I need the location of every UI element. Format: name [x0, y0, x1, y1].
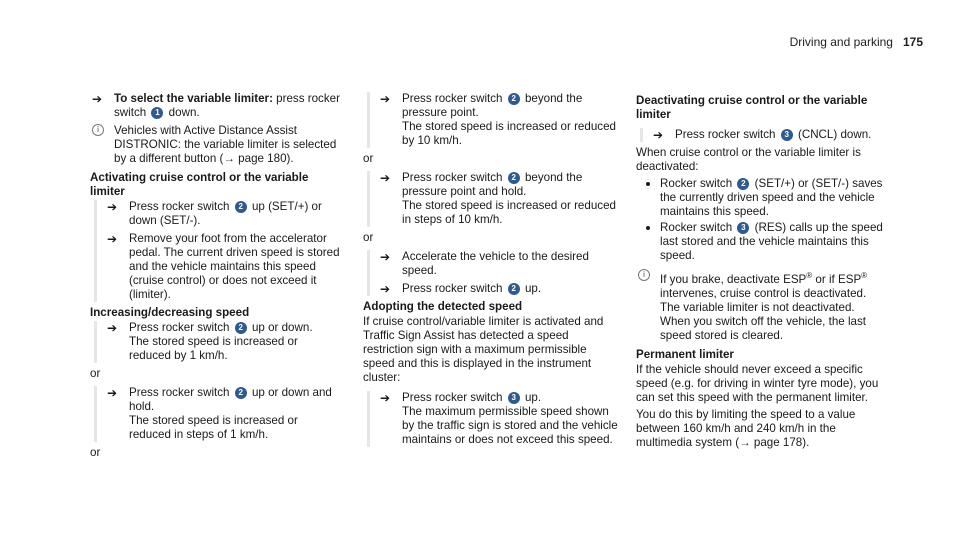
- number-badge: 3: [508, 392, 520, 404]
- column-2: [363, 92, 621, 451]
- info-icon: i: [638, 269, 650, 281]
- action-step: [378, 282, 621, 296]
- arrow-icon: ➔: [107, 386, 118, 400]
- bullet-text: Rocker switch: [660, 177, 733, 190]
- note-text: or if ESP: [812, 272, 862, 286]
- step-group: [94, 200, 340, 302]
- step-result: The stored speed is increased or reduced in steps of 1 km/h.: [129, 414, 298, 441]
- arrow-icon: ➔: [107, 200, 118, 214]
- info-note: [636, 269, 888, 343]
- step-text: press rocker switch: [114, 92, 340, 119]
- registered-mark: ®: [861, 271, 868, 280]
- step-result: The stored speed is increased or reduced by 1 km/h.: [129, 335, 298, 362]
- note-text: intervenes, cruise control is deactivated. The variable limiter is not deactivated. When you switch off the vehicle, the last speed stored is cleared.: [660, 286, 867, 342]
- or-text: or: [363, 231, 374, 244]
- column-1: [90, 92, 340, 465]
- step-group: [94, 386, 340, 442]
- action-step: [378, 250, 621, 278]
- arrow-icon: ➔: [107, 321, 118, 335]
- step-text: Remove your foot from the accelerator pedal. The current driven speed is stored and the vehicle maintains this speed (cruise control) or does not exceed it (limiter).: [129, 232, 340, 301]
- paragraph: If the vehicle should never exceed a specific speed (e.g. for driving in winter tyre mode), you can set this speed with the permanent limiter.: [636, 362, 879, 404]
- step-text: Accelerate the vehicle to the desired speed.: [402, 250, 589, 277]
- section-heading: Increasing/decreasing speed: [90, 306, 250, 319]
- step-result: The stored speed is increased or reduced in steps of 10 km/h.: [402, 199, 616, 226]
- step-text: down.: [165, 106, 200, 119]
- arrow-icon: ➔: [380, 171, 391, 185]
- or-text: or: [90, 367, 101, 380]
- bullet-text: (RES) calls up the speed last stored and the vehicle maintains this speed.: [660, 221, 883, 262]
- number-badge: 2: [508, 283, 520, 295]
- step-group: [367, 391, 621, 447]
- step-text: up.: [521, 391, 542, 404]
- number-badge: 2: [508, 93, 520, 105]
- step-group: [367, 171, 621, 227]
- step-result: The maximum permissible speed shown by the traffic sign is stored and the vehicle maintains or does not exceed this speed.: [402, 405, 618, 446]
- arrow-icon: ➔: [380, 391, 391, 405]
- action-step: [105, 200, 340, 228]
- bullet-icon: [646, 182, 650, 186]
- action-step: [105, 321, 340, 363]
- step-text: Press rocker switch: [402, 282, 503, 295]
- number-badge: 2: [235, 322, 247, 334]
- step-text: (CNCL) down.: [794, 128, 872, 141]
- bullet-item: [636, 221, 888, 263]
- step-text: beyond the pressure point.: [402, 92, 583, 119]
- number-badge: 3: [737, 222, 749, 234]
- action-step: [651, 128, 888, 142]
- arrow-icon: ➔: [380, 282, 391, 296]
- step-text: Press rocker switch: [129, 200, 230, 213]
- step-text: up.: [521, 282, 542, 295]
- arrow-icon: ➔: [653, 128, 664, 142]
- section-heading: Adopting the detected speed: [363, 300, 523, 313]
- note-text: Vehicles with Active Distance Assist DISTRONIC: the variable limiter is selected by a different button (→ page 180).: [114, 124, 337, 165]
- number-badge: 2: [235, 201, 247, 213]
- number-badge: 1: [151, 107, 163, 119]
- action-step: [105, 232, 340, 302]
- or-text: or: [363, 152, 374, 165]
- or-text: or: [90, 446, 101, 459]
- paragraph: When cruise control or the variable limiter is deactivated:: [636, 146, 861, 173]
- number-badge: 2: [235, 387, 247, 399]
- action-step: [378, 171, 621, 227]
- registered-mark: ®: [806, 271, 813, 280]
- action-step: [105, 386, 340, 442]
- step-text: up or down and hold.: [129, 386, 332, 413]
- number-badge: 3: [781, 129, 793, 141]
- step-group: [94, 321, 340, 363]
- section-heading: Activating cruise control or the variable limiter: [90, 171, 309, 198]
- info-note: [90, 124, 340, 166]
- section-heading: Permanent limiter: [636, 347, 734, 361]
- step-text: up (SET/+) or down (SET/-).: [129, 200, 322, 227]
- step-text: Press rocker switch: [129, 321, 230, 334]
- action-step: [378, 92, 621, 148]
- step-group: [640, 128, 888, 142]
- step-result: The stored speed is increased or reduced by 10 km/h.: [402, 120, 616, 147]
- page-number: 175: [902, 35, 923, 49]
- bullet-text: Rocker switch: [660, 221, 733, 234]
- paragraph: If cruise control/variable limiter is activated and Traffic Sign Assist has detected a speed restriction sign with a maximum permissible speed and this is displayed in the instrument cluster:: [363, 315, 604, 384]
- paragraph: You do this by limiting the speed to a value between 160 km/h and 240 km/h in the multimedia system (→ page 178).: [636, 407, 856, 449]
- section-heading: Deactivating cruise control or the variable limiter: [636, 94, 868, 121]
- bullet-icon: [646, 226, 650, 230]
- arrow-icon: ➔: [107, 232, 118, 246]
- info-icon: i: [92, 124, 104, 136]
- section-title: Driving and parking: [789, 35, 893, 49]
- step-text: up or down.: [248, 321, 313, 334]
- number-badge: 2: [508, 172, 520, 184]
- step-text: Press rocker switch: [675, 128, 776, 141]
- action-step: [378, 391, 621, 447]
- arrow-icon: ➔: [380, 250, 391, 264]
- step-group: [367, 92, 621, 148]
- bullet-text: (SET/+) or (SET/-) saves the currently driven speed and the vehicle maintains this speed.: [660, 177, 883, 218]
- step-text: Press rocker switch: [402, 171, 503, 184]
- bullet-item: [636, 177, 888, 219]
- arrow-icon: ➔: [380, 92, 391, 106]
- number-badge: 2: [737, 178, 749, 190]
- action-step: [90, 92, 340, 120]
- step-title: To select the variable limiter:: [114, 92, 273, 105]
- note-text: If you brake, deactivate ESP: [660, 272, 807, 286]
- column-3: [636, 92, 888, 450]
- page-header: [790, 35, 923, 49]
- step-text: Press rocker switch: [402, 92, 503, 105]
- step-text: Press rocker switch: [402, 391, 503, 404]
- step-text: beyond the pressure point and hold.: [402, 171, 583, 198]
- step-text: Press rocker switch: [129, 386, 230, 399]
- arrow-icon: ➔: [92, 92, 103, 106]
- step-group: [367, 250, 621, 296]
